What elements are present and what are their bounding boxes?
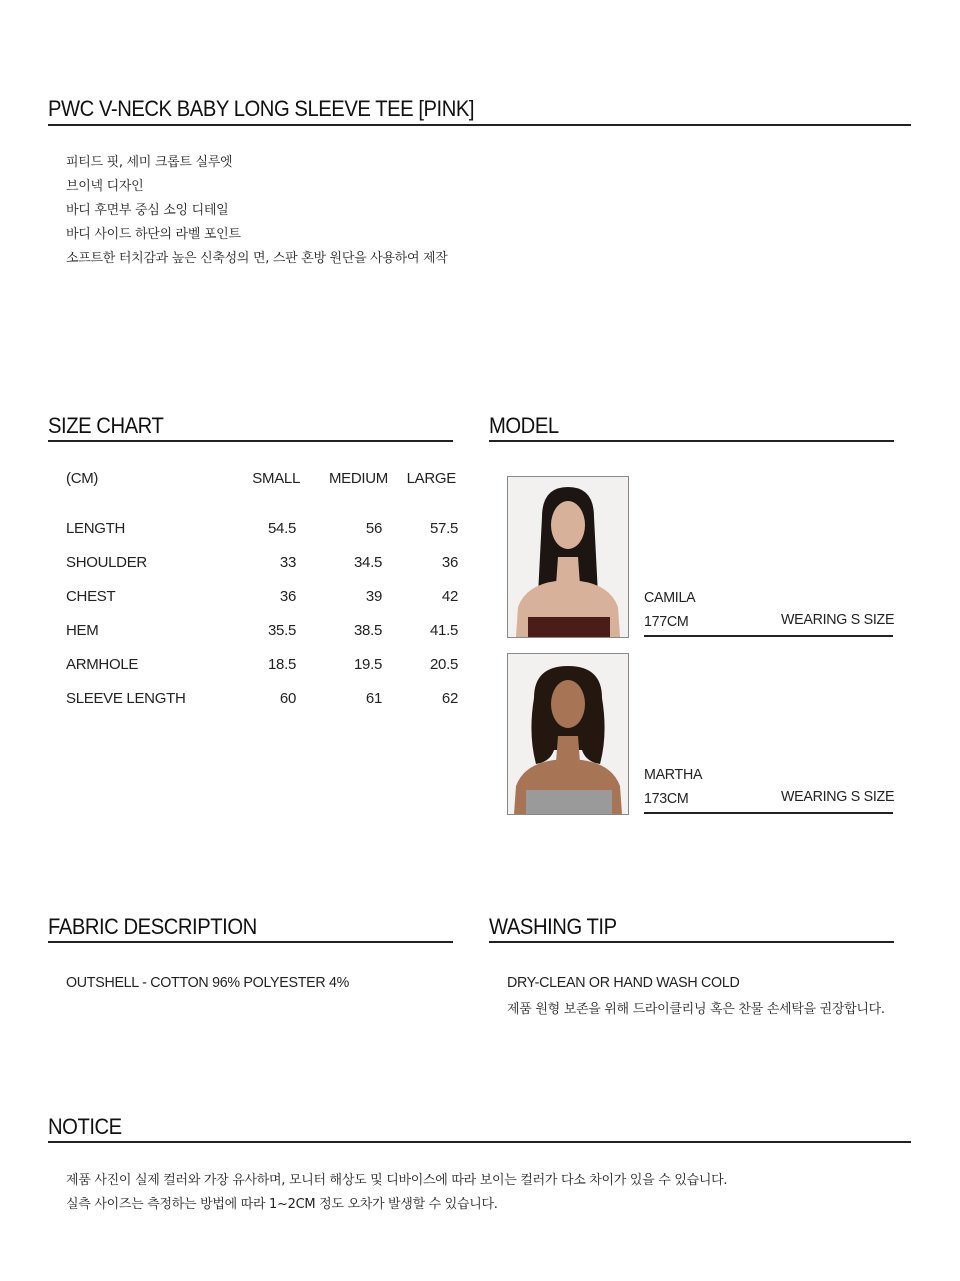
row-label: ARMHOLE: [66, 656, 139, 673]
model-portrait-illustration: [508, 477, 628, 637]
title-divider: [48, 124, 911, 126]
model-divider: [489, 440, 894, 442]
size-chart-table: [66, 470, 466, 724]
model-wearing-size: WEARING S SIZE: [781, 611, 895, 628]
model-height: 173CM: [644, 790, 689, 807]
model-photo-martha: [507, 653, 629, 815]
notice-body: [66, 1169, 727, 1217]
model-portrait-illustration: [508, 654, 628, 814]
size-chart-divider: [48, 440, 453, 442]
cell-medium: 56: [365, 520, 382, 537]
cell-small: 33: [279, 554, 296, 571]
row-label: SLEEVE LENGTH: [66, 690, 186, 707]
fabric-composition: OUTSHELL - COTTON 96% POLYESTER 4%: [66, 974, 350, 991]
model-divider-martha: [644, 812, 893, 814]
model-wearing-size: WEARING S SIZE: [781, 788, 895, 805]
size-chart-header-row: [66, 470, 466, 520]
description-line: 브이넥 디자인: [66, 179, 144, 194]
neck: [556, 557, 580, 585]
table-row: [66, 554, 466, 588]
description-line: 바디 후면부 중심 소잉 디테일: [66, 203, 229, 218]
cell-small: 60: [279, 690, 296, 707]
row-label: CHEST: [66, 588, 116, 605]
column-header-large: LARGE: [406, 470, 456, 487]
cell-large: 62: [441, 690, 458, 707]
model-photo-camila: [507, 476, 629, 638]
description-line: 소프트한 터치감과 높은 신축성의 면, 스판 혼방 원단을 사용하여 제작: [66, 251, 448, 266]
strapless-top: [528, 617, 610, 637]
cell-small: 18.5: [268, 656, 296, 673]
table-row: [66, 622, 466, 656]
column-header-medium: MEDIUM: [328, 470, 388, 487]
model-heading: MODEL: [489, 413, 559, 438]
cell-medium: 34.5: [354, 554, 382, 571]
cell-large: 57.5: [430, 520, 458, 537]
row-label: HEM: [66, 622, 99, 639]
row-label: SHOULDER: [66, 554, 147, 571]
neck: [556, 736, 580, 762]
unit-label: (CM): [66, 470, 99, 487]
product-title: PWC V-NECK BABY LONG SLEEVE TEE [PINK]: [48, 96, 475, 121]
cell-medium: 38.5: [354, 622, 382, 639]
cell-large: 20.5: [430, 656, 458, 673]
washing-instruction: DRY-CLEAN OR HAND WASH COLD: [507, 974, 740, 991]
column-header-small: SMALL: [252, 470, 300, 487]
washing-divider: [489, 941, 894, 943]
face: [551, 501, 585, 549]
cell-medium: 19.5: [354, 656, 382, 673]
model-name: MARTHA: [644, 766, 703, 783]
model-name: CAMILA: [644, 589, 696, 606]
table-row: [66, 656, 466, 690]
washing-heading: WASHING TIP: [489, 914, 617, 939]
cell-small: 35.5: [268, 622, 296, 639]
cell-large: 36: [441, 554, 458, 571]
notice-heading: NOTICE: [48, 1114, 122, 1139]
cell-large: 42: [441, 588, 458, 605]
fabric-divider: [48, 941, 453, 943]
product-description: [66, 151, 448, 271]
cell-medium: 61: [365, 690, 382, 707]
notice-line: 제품 사진이 실제 컬러와 가장 유사하며, 모니터 해상도 및 디바이스에 따라 보이는 컬러가 다소 차이가 있을 수 있습니다.: [66, 1173, 728, 1188]
face: [551, 680, 585, 728]
washing-note: 제품 원형 보존을 위해 드라이클리닝 혹은 찬물 손세탁을 권장합니다.: [507, 1002, 885, 1017]
row-label: LENGTH: [66, 520, 126, 537]
table-row: [66, 588, 466, 622]
strapless-top: [526, 790, 612, 814]
table-row: [66, 690, 466, 724]
model-divider-camila: [644, 635, 893, 637]
description-line: 바디 사이드 하단의 라벨 포인트: [66, 227, 241, 242]
cell-large: 41.5: [430, 622, 458, 639]
cell-medium: 39: [365, 588, 382, 605]
table-row: [66, 520, 466, 554]
model-height: 177CM: [644, 613, 689, 630]
fabric-heading: FABRIC DESCRIPTION: [48, 914, 257, 939]
size-chart-heading: SIZE CHART: [48, 413, 164, 438]
notice-line: 실측 사이즈는 측정하는 방법에 따라 1~2CM 정도 오차가 발생할 수 있습니다.: [66, 1197, 498, 1212]
cell-small: 36: [279, 588, 296, 605]
notice-divider: [48, 1141, 911, 1143]
cell-small: 54.5: [268, 520, 296, 537]
description-line: 피티드 핏, 세미 크롭트 실루엣: [66, 155, 233, 170]
